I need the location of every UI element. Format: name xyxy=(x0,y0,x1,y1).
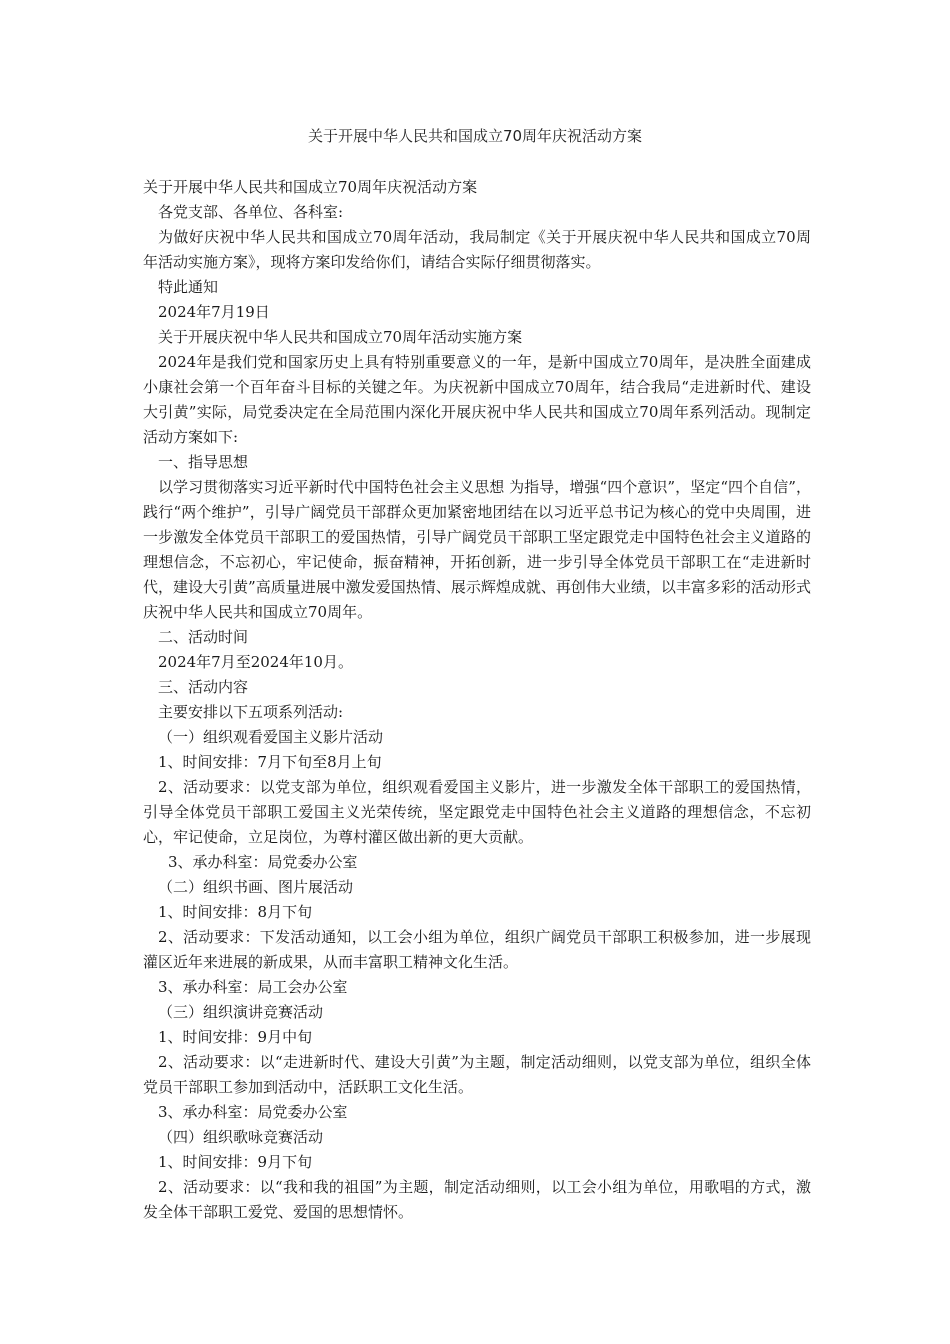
activity-heading-2: （二）组织书画、图片展活动 xyxy=(158,878,354,896)
activity-3-time: 1、时间安排：9月中旬 xyxy=(158,1028,313,1046)
activity-3-office: 3、承办科室：局党委办公室 xyxy=(158,1103,348,1121)
activity-1-office: 3、承办科室：局党委办公室 xyxy=(168,853,358,871)
activity-1-time: 1、时间安排：7月下旬至8月上旬 xyxy=(158,753,382,771)
activity-heading-4: （四）组织歌咏竞赛活动 xyxy=(158,1128,324,1146)
activity-heading-1: （一）组织观看爱国主义影片活动 xyxy=(158,728,384,746)
activity-1-requirement: 2、活动要求：以党支部为单位，组织观看爱国主义影片，进一步激发全体干部职工的爱国热情，引导全体党员干部职工爱国主义光荣传统，坚定跟党走中国特色社会主义道路的理想信念，不忘初心，牢记使命，立足岗位，为尊村灌区做出新的更大贡献。 xyxy=(143,778,811,846)
plan-title: 关于开展庆祝中华人民共和国成立70周年活动实施方案 xyxy=(158,328,523,346)
activity-2-office: 3、承办科室：局工会办公室 xyxy=(158,978,348,996)
document-title: 关于开展中华人民共和国成立70周年庆祝活动方案 xyxy=(307,127,643,145)
activity-2-requirement: 2、活动要求：下发活动通知，以工会小组为单位，组织广阔党员干部职工积极参加，进一步展现灌区近年来进展的新成果，从而丰富职工精神文化生活。 xyxy=(143,928,811,971)
notice-paragraph: 为做好庆祝中华人民共和国成立70周年活动，我局制定《关于开展庆祝中华人民共和国成立70周年活动实施方案》，现将方案印发给你们，请结合实际仔细贯彻落实。 xyxy=(143,228,811,271)
activity-4-requirement: 2、活动要求：以“我和我的祖国”为主题，制定活动细则，以工会小组为单位，用歌唱的方式，激发全体干部职工爱党、爱国的思想情怀。 xyxy=(143,1178,811,1221)
section-heading-1: 一、指导思想 xyxy=(158,453,249,471)
document-body xyxy=(143,175,811,1225)
notice-date: 2024年7月19日 xyxy=(158,303,270,321)
notice-closing: 特此通知 xyxy=(158,278,219,296)
section-paragraph-2: 2024年7月至2024年10月。 xyxy=(158,653,353,671)
activity-3-requirement: 2、活动要求：以“走进新时代、建设大引黄”为主题，制定活动细则，以党支部为单位，组织全体党员干部职工参加到活动中，活跃职工文化生活。 xyxy=(143,1053,811,1096)
section-heading-3: 三、活动内容 xyxy=(158,678,249,696)
heading-notice-title: 关于开展中华人民共和国成立70周年庆祝活动方案 xyxy=(143,178,478,196)
section-heading-2: 二、活动时间 xyxy=(158,628,249,646)
salutation: 各党支部、各单位、各科室: xyxy=(158,203,344,221)
section-paragraph-3: 主要安排以下五项系列活动: xyxy=(158,703,344,721)
plan-intro: 2024年是我们党和国家历史上具有特别重要意义的一年，是新中国成立70周年，是决胜全面建成小康社会第一个百年奋斗目标的关键之年。为庆祝新中国成立70周年，结合我局“走进新时代、建设大引黄”实际，局党委决定在全局范围内深化开展庆祝中华人民共和国成立70周年系列活动。现制定活动方案如下: xyxy=(143,353,811,446)
activity-heading-3: （三）组织演讲竞赛活动 xyxy=(158,1003,324,1021)
section-paragraph-1: 以学习贯彻落实习近平新时代中国特色社会主义思想 为指导，增强“四个意识”，坚定“四个自信”，践行“两个维护”，引导广阔党员干部群众更加紧密地团结在以习近平总书记为核心的党中央周围，进一步激发全体党员干部职工的爱国热情，引导广阔党员干部职工坚定跟党走中国特色社会主义道路的理想信念，不忘初心，牢记使命，振奋精神，开拓创新，进一步引导全体党员干部职工在“走进新时代，建设大引黄”高质量进展中激发爱国热情、展示辉煌成就、再创伟大业绩，以丰富多彩的活动形式庆祝中华人民共和国成立70周年。 xyxy=(143,478,811,621)
activity-4-time: 1、时间安排：9月下旬 xyxy=(158,1153,313,1171)
activity-2-time: 1、时间安排：8月下旬 xyxy=(158,903,313,921)
